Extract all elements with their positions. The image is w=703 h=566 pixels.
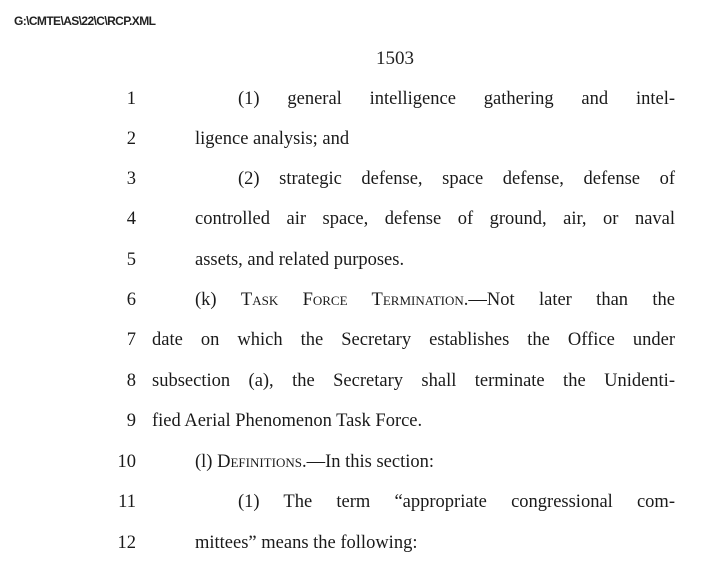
line-number: 11 bbox=[118, 492, 136, 512]
text-line bbox=[0, 167, 703, 191]
line-number: 6 bbox=[126, 290, 136, 310]
line-number: 5 bbox=[126, 250, 136, 270]
line-text: subsection (a), the Secretary shall terminate the Unidenti- bbox=[152, 371, 675, 391]
header-path: G:\CMTE\AS\22\C\RCP.XML bbox=[14, 14, 156, 28]
text-line bbox=[0, 409, 703, 433]
text-line bbox=[0, 369, 703, 393]
text-line bbox=[0, 127, 703, 151]
line-text: assets, and related purposes. bbox=[195, 250, 405, 270]
line-text-rest: .—In this section: bbox=[301, 452, 435, 472]
line-number: 2 bbox=[126, 129, 136, 149]
line-number: 7 bbox=[126, 330, 136, 350]
line-number: 8 bbox=[126, 371, 136, 391]
line-text: fied Aerial Phenomenon Task Force. bbox=[152, 411, 423, 431]
page-number: 1503 bbox=[376, 48, 414, 69]
line-text: (1) The term “appropriate congressional com- bbox=[238, 492, 675, 512]
line-text-rest: .—Not later than the bbox=[463, 290, 675, 310]
subsection-heading: Definitions bbox=[217, 452, 302, 472]
line-text: (1) general intelligence gathering and intel- bbox=[238, 89, 675, 109]
line-text: controlled air space, defense of ground, air, or naval bbox=[195, 209, 675, 229]
line-text: date on which the Secretary establishes the Office under bbox=[152, 330, 675, 350]
line-text bbox=[195, 288, 675, 312]
line-number: 4 bbox=[126, 209, 136, 229]
text-line bbox=[0, 207, 703, 231]
line-text: ligence analysis; and bbox=[195, 129, 350, 149]
text-line bbox=[0, 450, 703, 474]
line-number: 1 bbox=[126, 89, 136, 109]
line-number: 12 bbox=[117, 533, 136, 553]
line-number: 10 bbox=[117, 452, 136, 472]
text-line bbox=[0, 490, 703, 514]
line-number: 3 bbox=[126, 169, 136, 189]
text-line bbox=[0, 531, 703, 555]
text-line bbox=[0, 288, 703, 312]
line-text: mittees” means the following: bbox=[195, 533, 418, 553]
line-number: 9 bbox=[126, 411, 136, 431]
text-line bbox=[0, 248, 703, 272]
line-text bbox=[195, 450, 434, 474]
subsection-marker: (l) bbox=[195, 452, 218, 472]
text-line bbox=[0, 328, 703, 352]
subsection-heading: Task Force Termination bbox=[240, 290, 464, 310]
text-line bbox=[0, 87, 703, 111]
subsection-marker: (k) bbox=[195, 290, 241, 310]
line-text: (2) strategic defense, space defense, defense of bbox=[238, 169, 675, 189]
